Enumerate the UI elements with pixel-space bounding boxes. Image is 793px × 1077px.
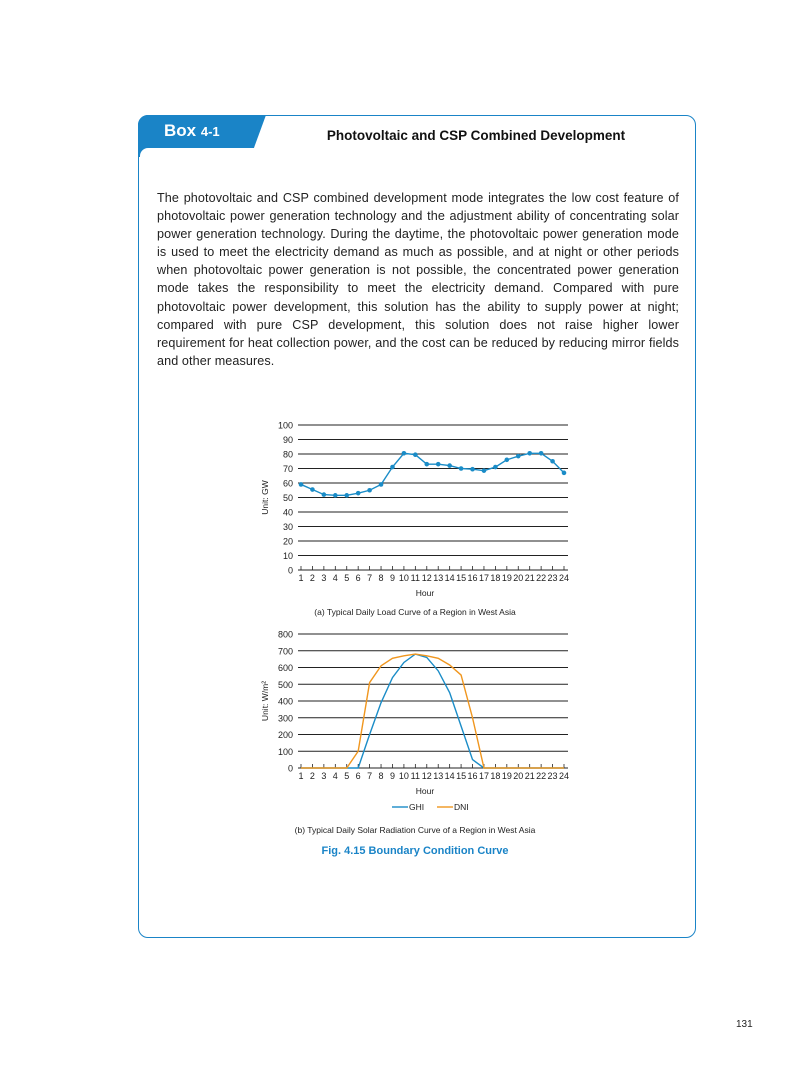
legend-label-ghi: GHI [409,802,425,812]
x-tick-label: 24 [558,573,570,583]
legend-label-dni: DNI [454,802,469,812]
y-tick-label: 50 [282,493,293,503]
x-tick-label: 20 [513,771,524,781]
x-axis-label: Hour [415,786,435,796]
x-tick-label: 13 [433,573,444,583]
x-tick-label: 8 [378,771,384,781]
y-tick-label: 100 [277,746,293,757]
x-tick-label: 16 [467,771,478,781]
x-tick-label: 12 [421,771,432,781]
x-tick-label: 22 [536,771,547,781]
x-tick-label: 14 [444,573,455,583]
data-point [299,482,304,487]
load-chart [250,415,580,605]
y-tick-label: 0 [287,763,293,774]
x-tick-label: 19 [501,771,512,781]
x-tick-label: 21 [524,771,535,781]
y-tick-label: 500 [277,679,293,690]
x-tick-label: 9 [389,573,395,583]
box-tab-notch [140,148,268,160]
x-tick-label: 21 [524,573,535,583]
x-axis-label: Hour [415,588,435,598]
x-tick-label: 2 [309,771,315,781]
data-point [344,493,349,498]
x-tick-label: 14 [444,771,455,781]
x-tick-label: 19 [501,573,512,583]
x-tick-label: 5 [344,573,350,583]
data-point [459,466,464,471]
y-tick-label: 200 [277,730,293,740]
x-tick-label: 4 [332,573,338,583]
x-tick-label: 5 [344,771,350,781]
chart-a-caption: (a) Typical Daily Load Curve of a Region in West Asia [314,607,516,617]
x-tick-label: 17 [478,771,489,781]
x-tick-label: 24 [558,771,570,781]
x-tick-label: 11 [410,771,421,781]
data-point [550,459,555,464]
data-point [527,451,532,456]
y-tick-label: 600 [277,663,293,673]
x-tick-label: 3 [321,771,327,781]
y-tick-label: 80 [282,449,293,460]
x-tick-label: 15 [456,771,467,781]
data-point [322,492,327,497]
x-tick-label: 3 [321,573,327,583]
data-point [402,451,407,456]
y-tick-label: 90 [282,435,293,445]
data-point [413,452,418,457]
y-axis-label: Unit: W/m² [260,680,270,722]
y-tick-label: 0 [287,565,293,576]
y-tick-label: 30 [282,522,293,532]
y-tick-label: 300 [277,713,293,724]
box-title: Photovoltaic and CSP Combined Development [326,128,626,143]
data-point [447,463,452,468]
solar-radiation-chart [250,625,580,815]
x-tick-label: 20 [513,573,524,583]
box-label-main: Box [164,121,197,140]
x-tick-label: 15 [456,573,467,583]
x-tick-label: 8 [378,573,384,583]
x-tick-label: 11 [410,573,421,583]
body-paragraph: The photovoltaic and CSP combined development mode integrates the low cost feature of photovoltaic power generation technology and the adjustment ability of concentrating solar power generation technology. During the daytime, the photovoltaic power generation mode is used to meet the electricity demand as much as possible, and at night or other periods when photovoltaic power generation is not possible, the concentrated power generation mode takes the responsibility to meet the electricity demand. Compared with pure photovoltaic power development, this solution has the ability to supply power at night; compared with pure CSP development, this solution does not raise higher lower requirement for heat collection power, and the cost can be reduced by reducing mirror fields and other measures. [157,191,679,368]
box-label [164,121,220,141]
y-tick-label: 100 [277,420,293,431]
x-tick-label: 7 [367,573,373,583]
data-point [310,487,315,492]
x-tick-label: 1 [298,573,304,583]
box-label-number: 4-1 [200,124,220,139]
x-tick-label: 10 [398,573,409,583]
data-point [482,468,487,473]
chart-b-caption: (b) Typical Daily Solar Radiation Curve of a Region in West Asia [294,825,536,835]
data-point [493,465,498,470]
data-point [356,491,361,496]
x-tick-label: 17 [478,573,489,583]
x-tick-label: 2 [309,573,315,583]
x-tick-label: 9 [389,771,395,781]
y-tick-label: 10 [282,551,293,561]
x-tick-label: 1 [298,771,304,781]
x-tick-label: 7 [367,771,373,781]
y-tick-label: 70 [282,464,293,474]
data-point [390,465,395,470]
data-point [333,493,338,498]
y-tick-label: 20 [282,536,293,547]
x-tick-label: 12 [421,573,432,583]
page-number: 131 [736,1019,753,1030]
data-point [379,482,384,487]
x-tick-label: 22 [536,573,547,583]
data-point [505,458,510,463]
data-point [436,462,441,467]
x-tick-label: 23 [547,771,558,781]
x-tick-label: 13 [433,771,444,781]
data-point [470,467,475,472]
y-tick-label: 400 [277,696,293,707]
data-point [539,451,544,456]
y-tick-label: 40 [282,507,293,518]
x-tick-label: 10 [398,771,409,781]
x-tick-label: 18 [490,771,501,781]
x-tick-label: 4 [332,771,338,781]
series-line-load [301,453,564,495]
data-point [516,454,521,459]
data-point [367,488,372,493]
x-tick-label: 23 [547,573,558,583]
data-point [562,471,567,476]
x-tick-label: 16 [467,573,478,583]
y-axis-label: Unit: GW [260,480,270,515]
y-tick-label: 800 [277,629,293,640]
y-tick-label: 700 [277,646,293,657]
y-tick-label: 60 [282,478,293,489]
x-tick-label: 6 [355,771,361,781]
figure-caption: Fig. 4.15 Boundary Condition Curve [321,845,509,857]
data-point [424,462,429,467]
x-tick-label: 18 [490,573,501,583]
x-tick-label: 6 [355,573,361,583]
